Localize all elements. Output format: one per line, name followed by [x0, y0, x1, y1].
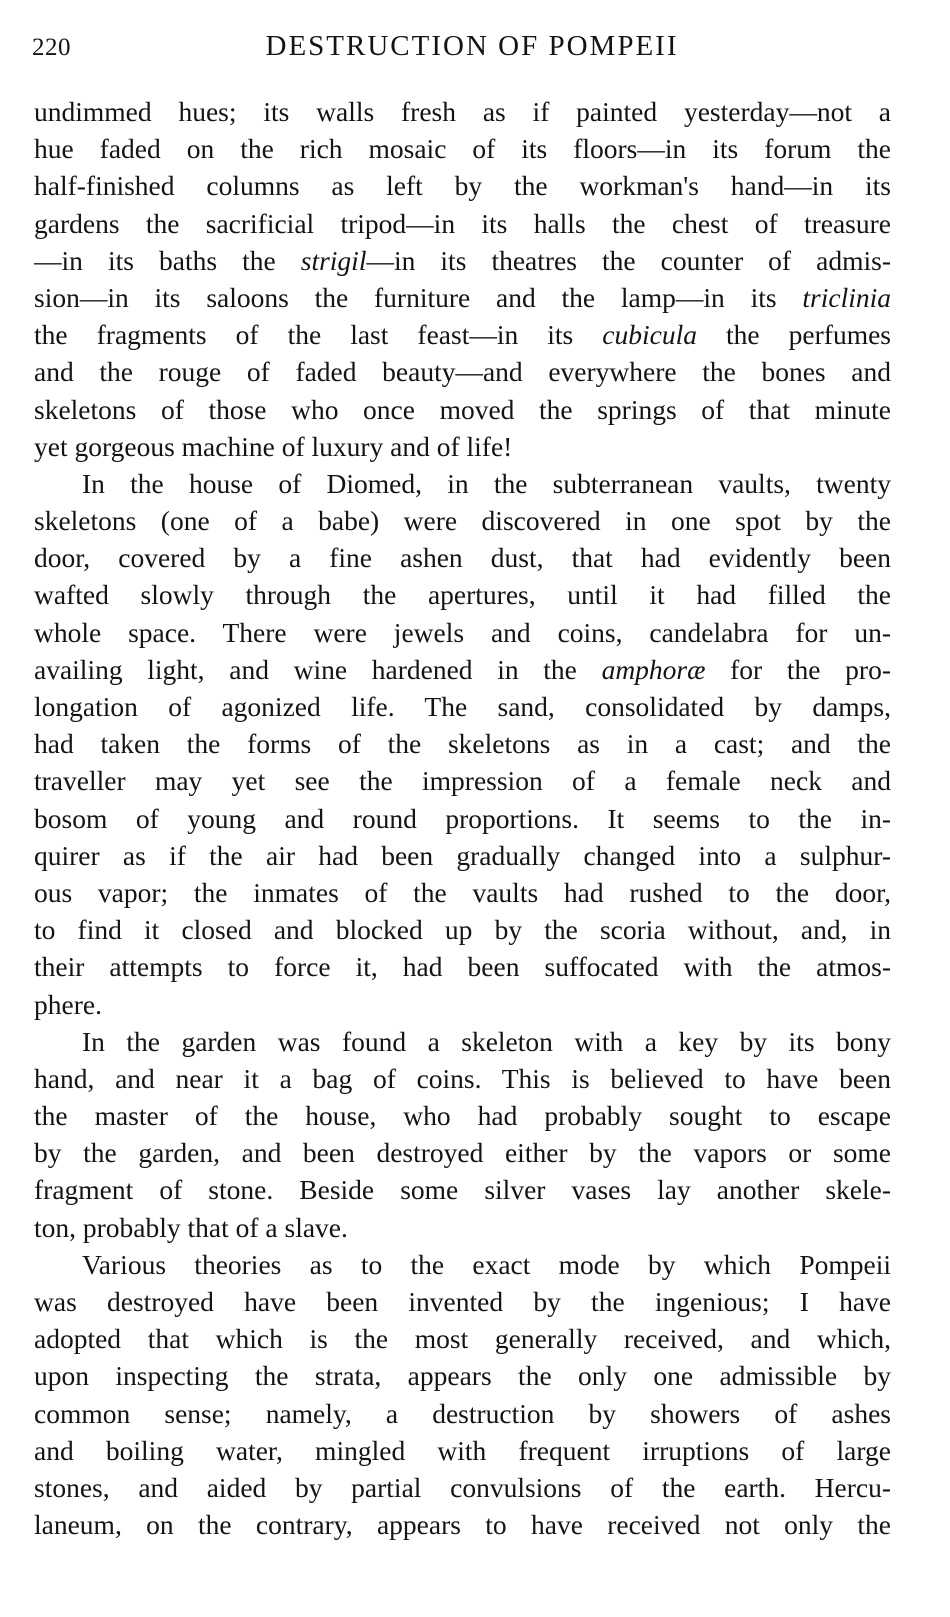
text-line: gardens the sacrificial tripod—in its halls the chest of treasure — [34, 207, 891, 239]
text-line: stones, and aided by partial convulsions of the earth. Hercu- — [34, 1471, 891, 1503]
text-line: the fragments of the last feast—in its cubicula the perfumes — [34, 319, 891, 351]
text-line: common sense; namely, a destruction by showers of ashes — [34, 1397, 891, 1429]
text-line: ton, probably that of a slave. — [34, 1211, 348, 1243]
text-line: the master of the house, who had probably sought to escape — [34, 1100, 891, 1132]
text-line: and the rouge of faded beauty—and everywhere the bones and — [34, 356, 891, 388]
text-line: hand, and near it a bag of coins. This is believed to have been — [34, 1062, 891, 1094]
text-line: skeletons of those who once moved the springs of that minute — [34, 393, 891, 425]
text-line: by the garden, and been destroyed either by the vapors or some — [34, 1137, 891, 1169]
italic-word: amphoræ — [601, 653, 706, 685]
text-line: longation of agonized life. The sand, consolidated by damps, — [34, 691, 891, 722]
text-line: bosom of young and round proportions. It seems to the in- — [34, 802, 891, 834]
text-line: quirer as if the air had been gradually changed into a sulphur- — [34, 839, 891, 871]
text-line: their attempts to force it, had been suffocated with the atmos- — [34, 951, 891, 983]
text-line: wafted slowly through the apertures, until it had filled the — [34, 579, 891, 611]
text-line: yet gorgeous machine of luxury and of life! — [34, 430, 513, 462]
italic-word: strigil — [300, 244, 367, 276]
text-line: adopted that which is the most generally received, and which, — [34, 1323, 891, 1355]
text-line: was destroyed have been invented by the ingenious; I have — [34, 1286, 891, 1317]
running-title: DESTRUCTION OF POMPEII — [265, 30, 679, 62]
text-line: Various theories as to the exact mode by which Pompeii — [82, 1248, 891, 1280]
text-line: availing light, and wine hardened in the amphoræ for the pro- — [34, 653, 891, 685]
text-line: fragment of stone. Beside some silver vases lay another skele- — [34, 1174, 891, 1206]
page-number: 220 — [32, 34, 71, 61]
text-line: —in its baths the strigil—in its theatres the counter of admis- — [34, 244, 891, 276]
text-line: and boiling water, mingled with frequent irruptions of large — [34, 1434, 891, 1466]
text-line: half-finished columns as left by the workman's hand—in its — [34, 170, 891, 202]
text-line: ous vapor; the inmates of the vaults had rushed to the door, — [34, 876, 891, 908]
text-line: laneum, on the contrary, appears to have received not only the — [34, 1509, 891, 1541]
text-line: door, covered by a fine ashen dust, that had evidently been — [34, 542, 891, 574]
text-line: hue faded on the rich mosaic of its floors—in its forum the — [34, 133, 891, 165]
text-line: had taken the forms of the skeletons as in a cast; and the — [34, 728, 891, 760]
text-line: to find it closed and blocked up by the scoria without, and, in — [34, 914, 891, 946]
text-line: In the house of Diomed, in the subterranean vaults, twenty — [82, 467, 891, 499]
italic-word: triclinia — [802, 281, 891, 313]
text-line: upon inspecting the strata, appears the only one admissible by — [34, 1360, 891, 1392]
italic-word: cubicula — [602, 319, 697, 351]
text-line: undimmed hues; its walls fresh as if painted yesterday—not a — [34, 96, 891, 127]
text-line: skeletons (one of a babe) were discovered in one spot by the — [34, 505, 891, 537]
text-line: phere. — [34, 988, 102, 1020]
body-text — [34, 93, 891, 1543]
text-line: traveller may yet see the impression of a female neck and — [34, 765, 891, 797]
text-line: In the garden was found a skeleton with a key by its bony — [82, 1025, 891, 1057]
page-header — [32, 26, 892, 70]
text-line: whole space. There were jewels and coins, candelabra for un- — [34, 616, 891, 648]
text-line: sion—in its saloons the furniture and the lamp—in its triclinia — [34, 281, 891, 313]
